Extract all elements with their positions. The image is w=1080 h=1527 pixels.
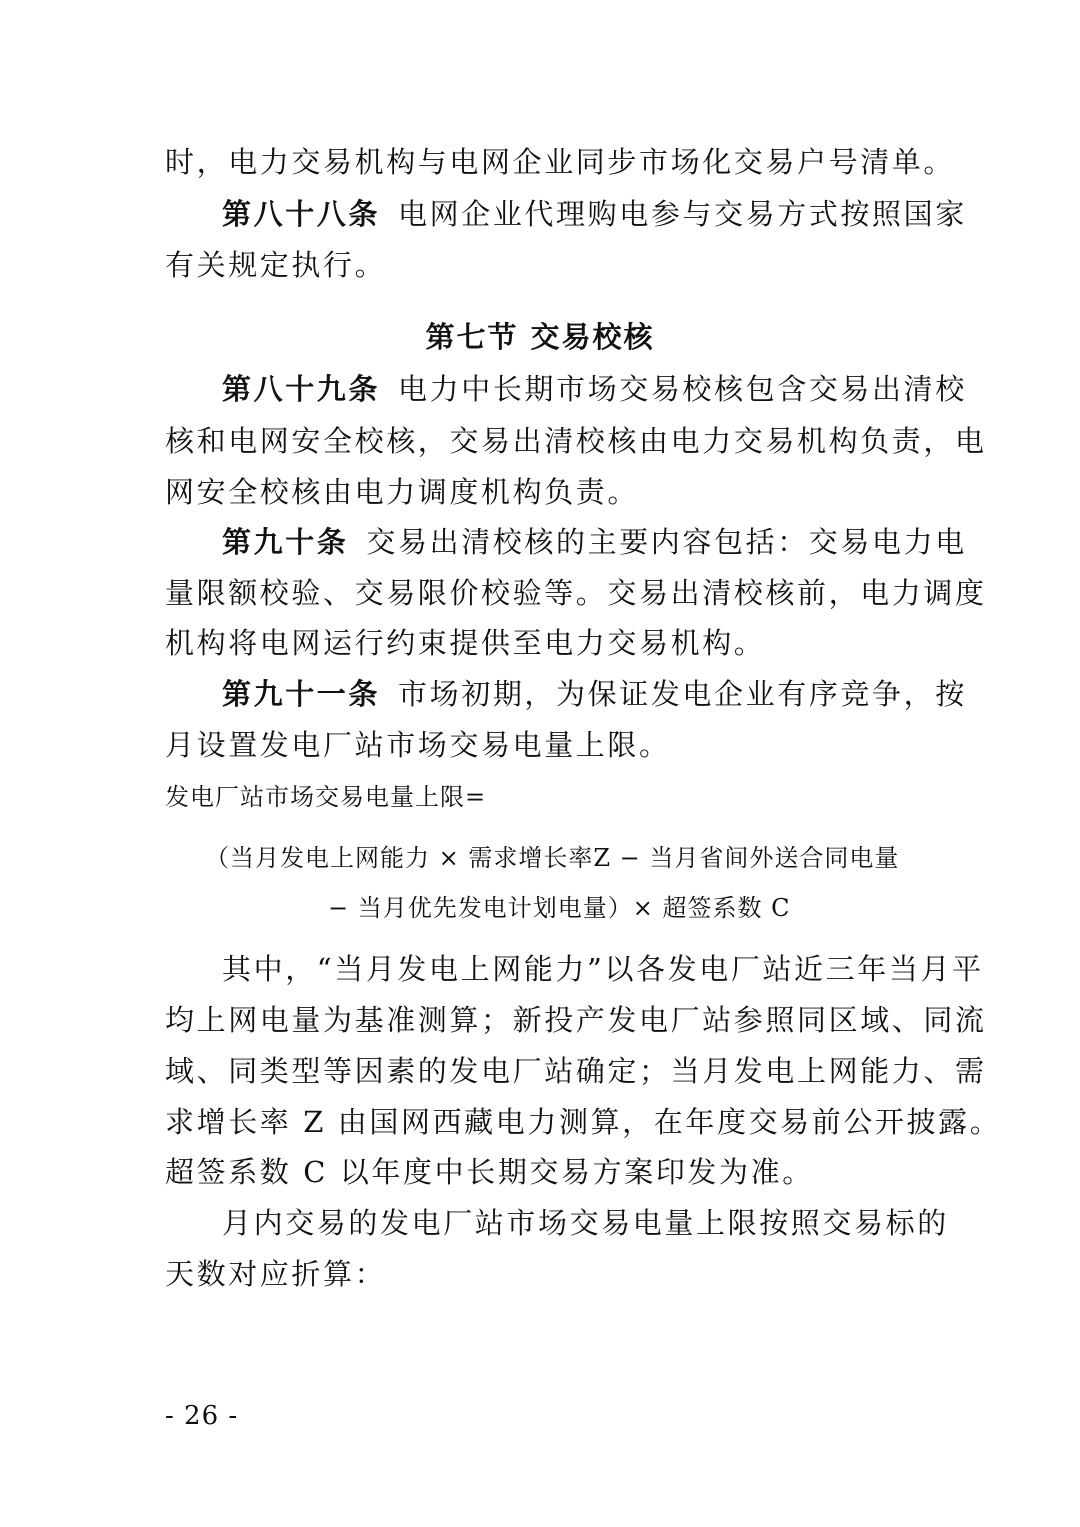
text-line: 域、同类型等因素的发电厂站确定；当月发电上网能力、需 bbox=[165, 1054, 987, 1088]
text-line: 有关规定执行。 bbox=[165, 248, 387, 282]
article-89-line bbox=[222, 372, 967, 406]
article-91-title: 第九十一条 bbox=[222, 677, 381, 711]
article-90-line bbox=[222, 525, 967, 559]
article-88-text: 电网企业代理购电参与交易方式按照国家 bbox=[398, 197, 967, 231]
article-89-text: 电力中长期市场交易校核包含交易出清校 bbox=[398, 372, 967, 406]
article-88-title: 第八十八条 bbox=[222, 197, 381, 231]
text-line: 月内交易的发电厂站市场交易电量上限按照交易标的 bbox=[222, 1206, 949, 1240]
article-91-line bbox=[222, 677, 967, 711]
text-line: 时，电力交易机构与电网企业同步市场化交易户号清单。 bbox=[165, 145, 956, 179]
page-number: - 26 - bbox=[165, 1401, 239, 1431]
text-line: 核和电网安全校核，交易出清校核由电力交易机构负责，电 bbox=[165, 424, 987, 458]
text-line: 月设置发电厂站市场交易电量上限。 bbox=[165, 728, 671, 762]
text-line: 量限额校验、交易限价校验等。交易出清校核前，电力调度 bbox=[165, 576, 987, 610]
section-heading: 第七节 交易校核 bbox=[425, 320, 655, 354]
text-line: 机构将电网运行约束提供至电力交易机构。 bbox=[165, 626, 766, 660]
formula-label: 发电厂站市场交易电量上限= bbox=[165, 783, 487, 811]
text-line: 其中，“当月发电上网能力”以各发电厂站近三年当月平 bbox=[222, 952, 984, 986]
formula-line: （当月发电上网能力 × 需求增长率Z − 当月省间外送合同电量 bbox=[205, 844, 900, 872]
article-90-title: 第九十条 bbox=[222, 525, 349, 559]
text-line: 网安全校核由电力调度机构负责。 bbox=[165, 475, 640, 509]
text-line: 超签系数 C 以年度中长期交易方案印发为准。 bbox=[165, 1155, 814, 1189]
article-91-text: 市场初期，为保证发电企业有序竞争，按 bbox=[398, 677, 967, 711]
text-line: 均上网电量为基准测算；新投产发电厂站参照同区域、同流 bbox=[165, 1003, 987, 1037]
article-90-text: 交易出清校核的主要内容包括：交易电力电 bbox=[366, 525, 967, 559]
text-line: 天数对应折算： bbox=[165, 1257, 387, 1291]
article-88-line bbox=[222, 197, 967, 231]
article-89-title: 第八十九条 bbox=[222, 372, 381, 406]
text-line: 求增长率 Z 由国网西藏电力测算，在年度交易前公开披露。 bbox=[165, 1105, 1002, 1139]
formula-line: − 当月优先发电计划电量）× 超签系数 C bbox=[328, 894, 791, 922]
